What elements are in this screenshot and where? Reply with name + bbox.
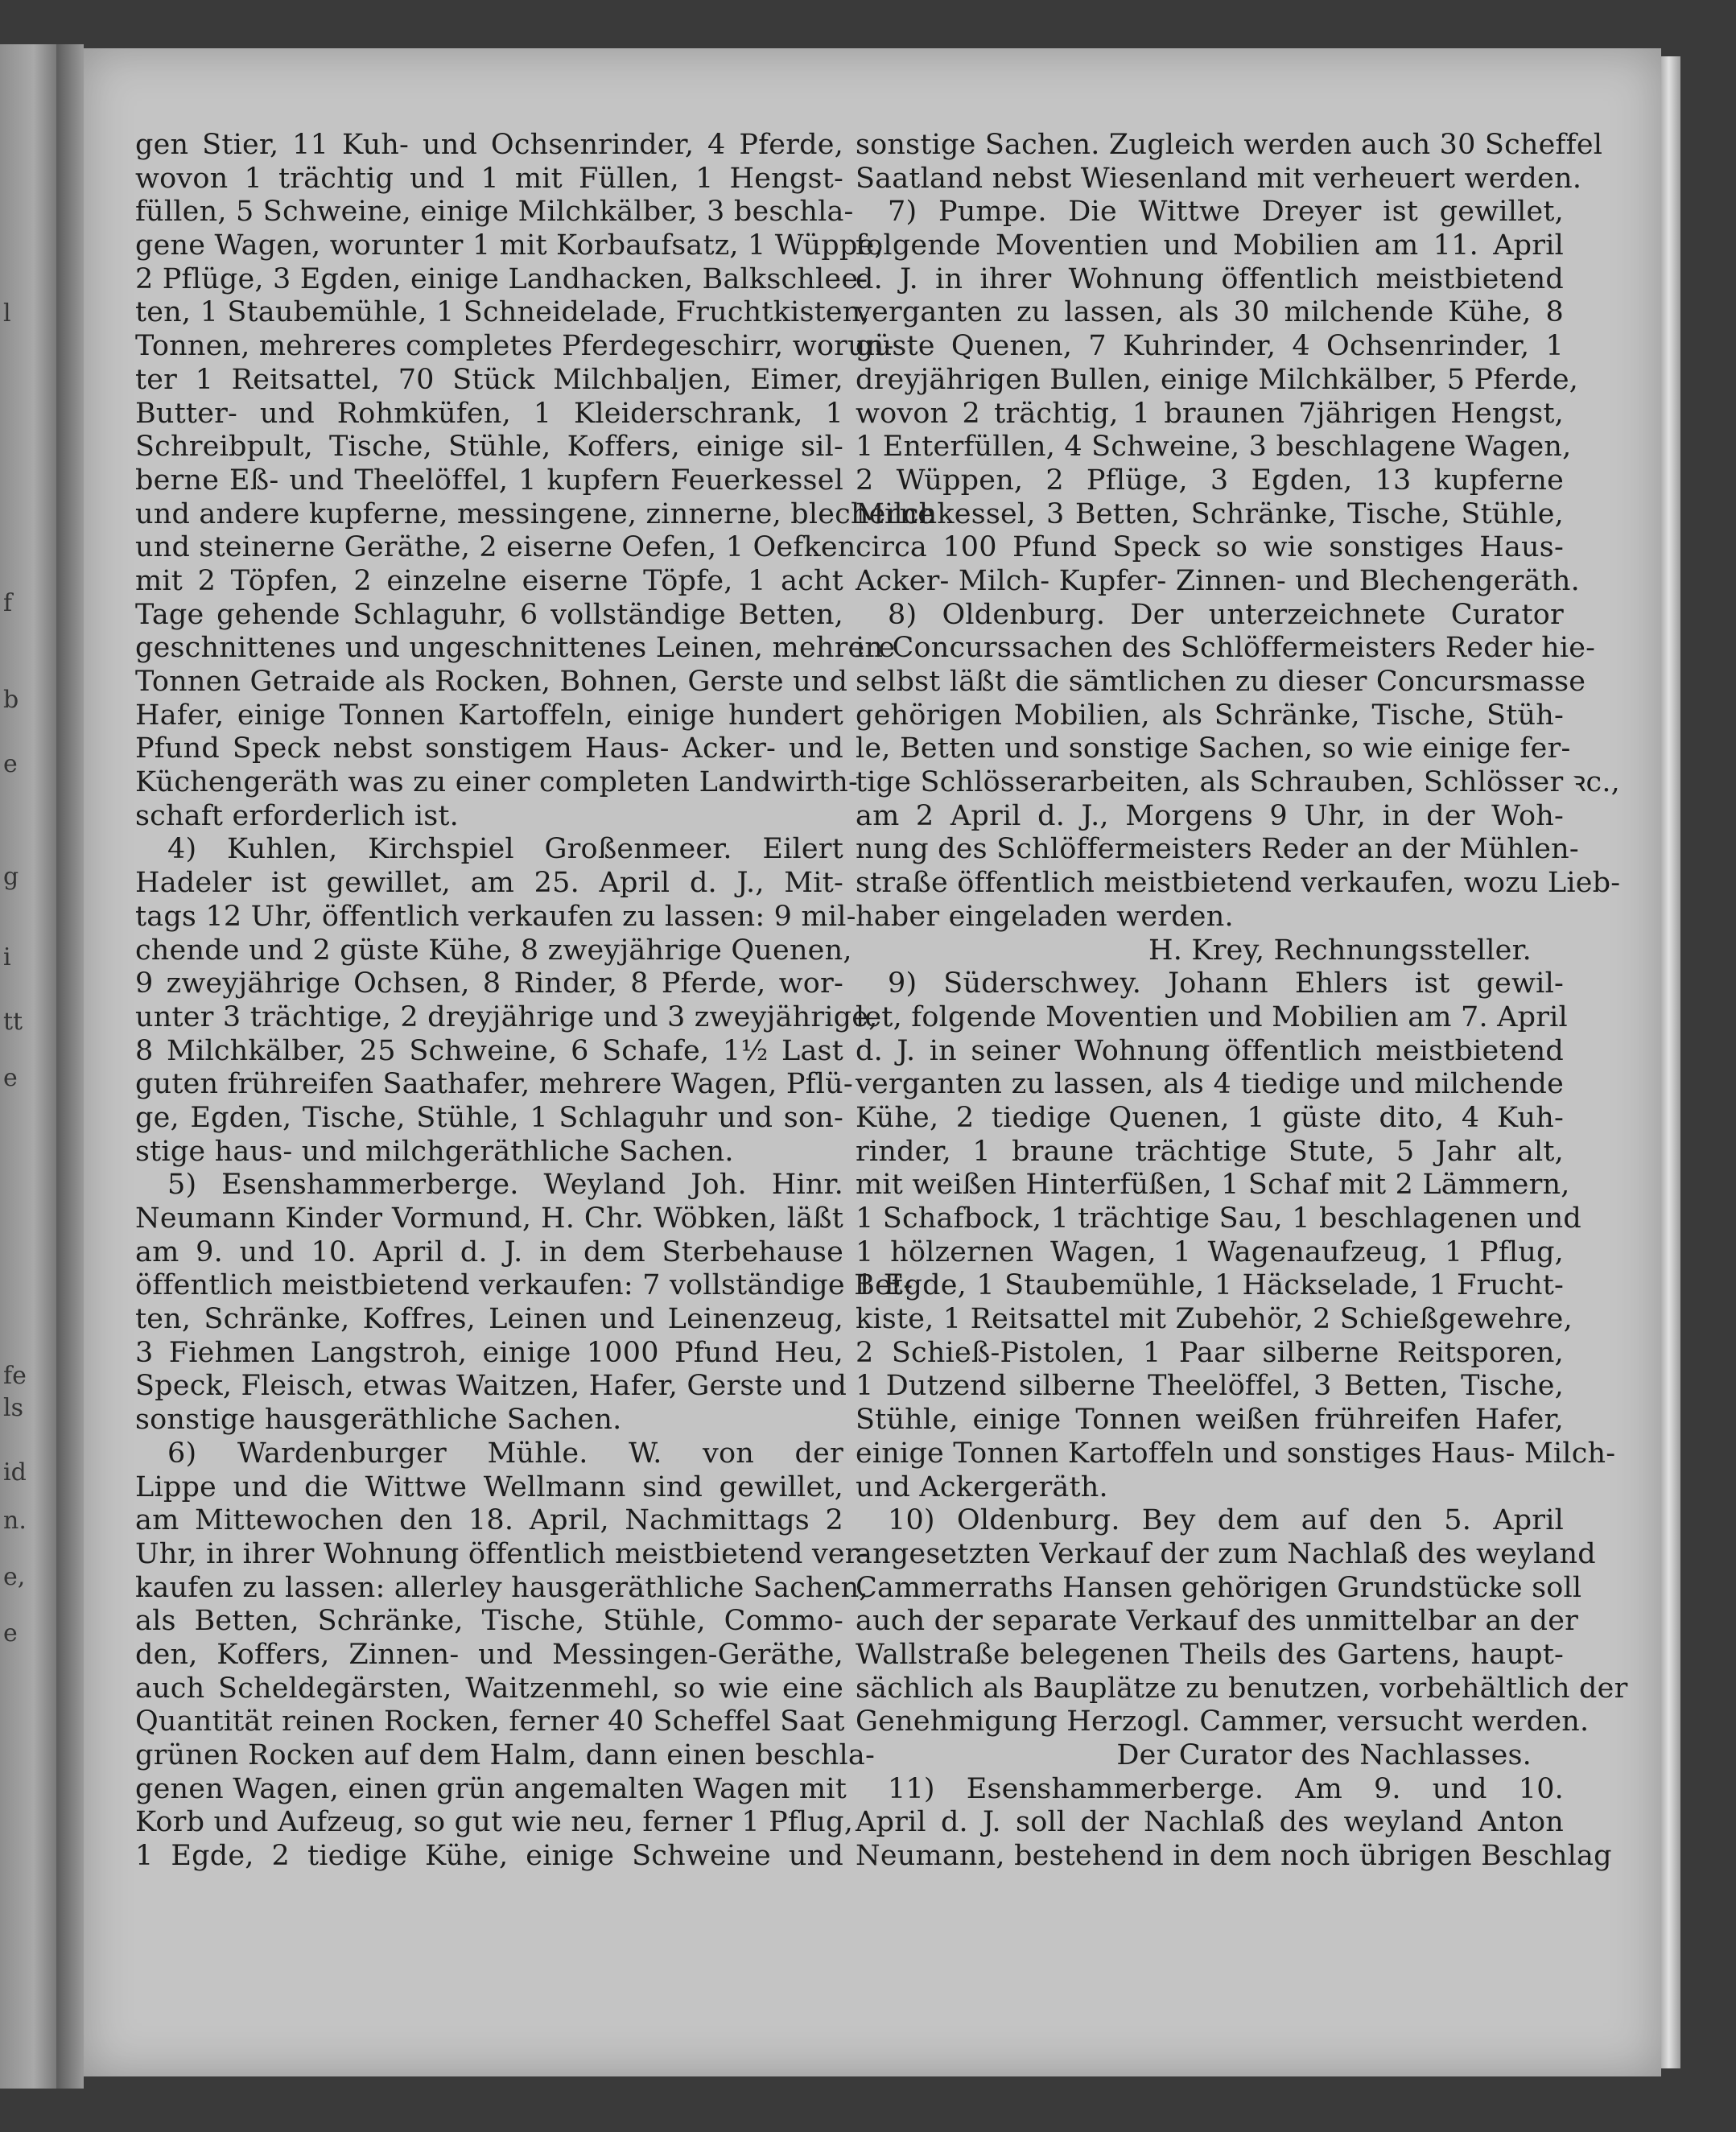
text-line: Hafer, einige Tonnen Kartoffeln, einige hundert <box>135 699 843 732</box>
text-line: Wallstraße belegenen Theils des Gartens, haupt- <box>856 1638 1564 1671</box>
previous-page-edge <box>0 44 56 2089</box>
text-line: sächlich als Bauplätze zu benutzen, vorbehältlich der <box>856 1672 1628 1705</box>
text-line: 2 Wüppen, 2 Pflüge, 3 Egden, 13 kupferne <box>856 464 1564 497</box>
text-line: wovon 1 trächtig und 1 mit Füllen, 1 Hengst- <box>135 162 843 195</box>
text-line: stige haus- und milchgeräthliche Sachen. <box>135 1135 734 1168</box>
text-line: Acker- Milch- Kupfer- Zinnen- und Blechengeräth. <box>856 564 1580 597</box>
text-line: Kühe, 2 tiedige Quenen, 1 güste dito, 4 Kuh- <box>856 1101 1564 1134</box>
text-line: circa 100 Pfund Speck so wie sonstiges Haus- <box>856 531 1564 564</box>
facing-page-text-fragment: e <box>3 750 18 778</box>
text-line: 3 Fiehmen Langstroh, einige 1000 Pfund Heu, <box>135 1336 843 1369</box>
text-line: tags 12 Uhr, öffentlich verkaufen zu lassen: 9 mil- <box>135 900 856 933</box>
facing-page-text-fragment: l <box>3 299 11 328</box>
book-gutter <box>56 44 84 2089</box>
text-line: verganten zu lassen, als 4 tiedige und milchende <box>856 1068 1564 1101</box>
text-line: gene Wagen, worunter 1 mit Korbaufsatz, 1 Wüppe, <box>135 229 884 262</box>
facing-page-text-fragment: id <box>3 1458 27 1487</box>
text-line: angesetzten Verkauf der zum Nachlaß des weyland <box>856 1537 1596 1570</box>
text-line: folgende Moventien und Mobilien am 11. April <box>856 229 1564 262</box>
facing-page-text-fragment: ls <box>3 1394 23 1422</box>
text-line: auch Scheldegärsten, Waitzenmehl, so wie eine <box>135 1672 843 1705</box>
text-line: wovon 2 trächtig, 1 braunen 7jährigen Hengst, <box>856 397 1564 430</box>
text-line: rinder, 1 braune trächtige Stute, 5 Jahr alt, <box>856 1135 1564 1168</box>
text-line: 11) Esenshammerberge. Am 9. und 10. <box>888 1772 1564 1805</box>
text-line: 9) Süderschwey. Johann Ehlers ist gewil- <box>888 967 1564 1000</box>
text-line: Schreibpult, Tische, Stühle, Koffers, einige sil- <box>135 431 843 464</box>
text-line: sonstige Sachen. Zugleich werden auch 30 Scheffel <box>856 129 1603 161</box>
text-line: grünen Rocken auf dem Halm, dann einen beschla- <box>135 1739 875 1771</box>
text-line: mit weißen Hinterfüßen, 1 Schaf mit 2 Lämmern, <box>856 1169 1570 1202</box>
text-line: 2 Pflüge, 3 Egden, einige Landhacken, Balkschlee- <box>135 262 868 295</box>
text-line: in Concurssachen des Schlöffermeisters Reder hie- <box>856 632 1596 665</box>
text-line: Lippe und die Wittwe Wellmann sind gewillet, <box>135 1470 843 1503</box>
text-line: ten, 1 Staubemühle, 1 Schneidelade, Fruchtkisten, <box>135 296 870 329</box>
text-line: Butter- und Rohmküfen, 1 Kleiderschrank, 1 <box>135 397 843 430</box>
text-line: let, folgende Moventien und Mobilien am 7. April <box>856 1000 1568 1033</box>
facing-page-text-fragment: e, <box>3 1563 26 1591</box>
text-line: Hadeler ist gewillet, am 25. April d. J., Mit- <box>135 867 843 900</box>
text-line: d. J. in ihrer Wohnung öffentlich meistbietend <box>856 262 1564 295</box>
text-line: Genehmigung Herzogl. Cammer, versucht werden. <box>856 1705 1590 1738</box>
text-line: 1 Dutzend silberne Theelöffel, 3 Betten, Tische, <box>856 1370 1564 1403</box>
text-line: 8 Milchkälber, 25 Schweine, 6 Schafe, 1½ Last <box>135 1034 843 1067</box>
text-line: Saatland nebst Wiesenland mit verheuert werden. <box>856 162 1582 195</box>
text-line: Milchkessel, 3 Betten, Schränke, Tische, Stühle, <box>856 497 1564 530</box>
text-line: Tage gehende Schlaguhr, 6 vollständige Betten, <box>135 598 843 631</box>
text-line: le, Betten und sonstige Sachen, so wie einige fer- <box>856 732 1571 765</box>
text-line: April d. J. soll der Nachlaß des weyland Anton <box>856 1806 1564 1839</box>
facing-page-text-fragment: e <box>3 1064 18 1092</box>
text-line: Cammerraths Hansen gehörigen Grundstücke soll <box>856 1571 1582 1604</box>
left-text-column <box>135 129 935 1874</box>
text-line: 1 Schafbock, 1 trächtige Sau, 1 beschlagenen und <box>856 1202 1582 1235</box>
text-line: ten, Schränke, Koffres, Leinen und Leinenzeug, <box>135 1303 843 1336</box>
text-line: güste Quenen, 7 Kuhrinder, 4 Ochsenrinder, 1 <box>856 330 1564 363</box>
text-line: und Ackergeräth. <box>856 1470 1108 1503</box>
text-line: auch der separate Verkauf des unmittelbar an der <box>856 1605 1579 1638</box>
text-line: gen Stier, 11 Kuh- und Ochsenrinder, 4 Pferde, <box>135 129 843 161</box>
text-line: guten frühreifen Saathafer, mehrere Wagen, Pflü- <box>135 1068 853 1101</box>
text-line: kaufen zu lassen: allerley hausgeräthliche Sachen, <box>135 1571 868 1604</box>
facing-page-text-fragment: g <box>3 863 19 891</box>
text-line: Der Curator des Nachlasses. <box>1116 1739 1532 1771</box>
text-line: einige Tonnen Kartoffeln und sonstiges Haus- Milch- <box>856 1437 1616 1470</box>
text-line: tige Schlösserarbeiten, als Schrauben, Schlösser ꝛc., <box>856 766 1620 799</box>
text-line: Korb und Aufzeug, so gut wie neu, ferner 1 Pflug, <box>135 1806 854 1839</box>
text-line: straße öffentlich meistbietend verkaufen, wozu Lieb- <box>856 867 1621 900</box>
text-line: und andere kupferne, messingene, zinnerne, blecherne <box>135 497 935 530</box>
facing-page-text-fragment: f <box>3 589 13 617</box>
text-line: 10) Oldenburg. Bey dem auf den 5. April <box>888 1504 1564 1537</box>
text-line: 5) Esenshammerberge. Weyland Joh. Hinr. <box>167 1169 843 1202</box>
text-line: 2 Schieß-Pistolen, 1 Paar silberne Reitsporen, <box>856 1336 1564 1369</box>
facing-page-text-fragment: tt <box>3 1008 23 1036</box>
text-line: Speck, Fleisch, etwas Waitzen, Hafer, Gerste und <box>135 1370 847 1403</box>
text-line: Stühle, einige Tonnen weißen frühreifen Hafer, <box>856 1404 1564 1437</box>
text-line: und steinerne Geräthe, 2 eiserne Oefen, 1 Oefken <box>135 531 856 564</box>
text-line: d. J. in seiner Wohnung öffentlich meistbietend <box>856 1034 1564 1067</box>
text-line: haber eingeladen werden. <box>856 900 1234 933</box>
text-line: Neumann, bestehend in dem noch übrigen Beschlag <box>856 1840 1612 1873</box>
text-line: Tonnen, mehreres completes Pferdegeschirr, worun- <box>135 330 894 363</box>
text-line: am 2 April d. J., Morgens 9 Uhr, in der Woh- <box>856 799 1564 832</box>
text-line: am Mittewochen den 18. April, Nachmittags 2 <box>135 1504 843 1537</box>
facing-page-text-fragment: fe <box>3 1362 27 1390</box>
text-line: gehörigen Mobilien, als Schränke, Tische, Stüh- <box>856 699 1564 732</box>
text-line: den, Koffers, Zinnen- und Messingen-Geräthe, <box>135 1638 843 1671</box>
text-line: Tonnen Getraide als Rocken, Bohnen, Gerste und <box>135 666 848 698</box>
facing-page-text-fragment: n. <box>3 1507 27 1535</box>
text-line: 8) Oldenburg. Der unterzeichnete Curator <box>888 598 1564 631</box>
text-line: füllen, 5 Schweine, einige Milchkälber, 3 beschla- <box>135 196 854 229</box>
text-line: 1 Egde, 2 tiedige Kühe, einige Schweine und <box>135 1840 843 1873</box>
text-line: am 9. und 10. April d. J. in dem Sterbehause <box>135 1235 843 1268</box>
text-line: geschnittenes und ungeschnittenes Leinen, mehrere <box>135 632 896 665</box>
text-line: dreyjährigen Bullen, einige Milchkälber, 5 Pferde, <box>856 363 1579 396</box>
text-line: öffentlich meistbietend verkaufen: 7 vollständige Bet- <box>135 1269 913 1302</box>
text-line: H. Krey, Rechnungssteller. <box>1148 934 1532 967</box>
text-line: 6) Wardenburger Mühle. W. von der <box>167 1437 843 1470</box>
text-line: chende und 2 güste Kühe, 8 zweyjährige Quenen, <box>135 934 852 967</box>
text-line: Quantität reinen Rocken, ferner 40 Scheffel Saat <box>135 1705 845 1738</box>
text-line: Uhr, in ihrer Wohnung öffentlich meistbietend ver- <box>135 1537 868 1570</box>
text-line: 7) Pumpe. Die Wittwe Dreyer ist gewillet, <box>888 196 1564 229</box>
text-line: 4) Kuhlen, Kirchspiel Großenmeer. Eilert <box>167 833 843 866</box>
facing-page-text-fragment: e <box>3 1619 18 1647</box>
right-text-column <box>856 129 1628 1874</box>
text-line: ge, Egden, Tische, Stühle, 1 Schlaguhr und son- <box>135 1101 843 1134</box>
text-line: sonstige hausgeräthliche Sachen. <box>135 1404 622 1437</box>
facing-page-text-fragment: b <box>3 686 19 714</box>
text-line: 1 Enterfüllen, 4 Schweine, 3 beschlagene Wagen, <box>856 431 1572 464</box>
text-line: 9 zweyjährige Ochsen, 8 Rinder, 8 Pferde, wor- <box>135 967 843 1000</box>
text-line: selbst läßt die sämtlichen zu dieser Concursmasse <box>856 666 1586 698</box>
page-block-edge <box>1661 56 1680 2068</box>
text-line: kiste, 1 Reitsattel mit Zubehör, 2 Schießgewehre, <box>856 1303 1573 1336</box>
text-line: 1 Egde, 1 Staubemühle, 1 Häckselade, 1 Frucht- <box>856 1269 1564 1302</box>
text-line: verganten zu lassen, als 30 milchende Kühe, 8 <box>856 296 1564 329</box>
text-line: genen Wagen, einen grün angemalten Wagen mit <box>135 1772 847 1805</box>
text-line: berne Eß- und Theelöffel, 1 kupfern Feuerkessel <box>135 464 843 497</box>
text-line: nung des Schlöffermeisters Reder an der Mühlen- <box>856 833 1579 866</box>
text-line: mit 2 Töpfen, 2 einzelne eiserne Töpfe, 1 acht <box>135 564 843 597</box>
facing-page-text-fragment: i <box>3 943 11 971</box>
text-line: ter 1 Reitsattel, 70 Stück Milchbaljen, Eimer, <box>135 363 843 396</box>
text-line: unter 3 trächtige, 2 dreyjährige und 3 zweyjährige, <box>135 1000 878 1033</box>
text-line: Neumann Kinder Vormund, H. Chr. Wöbken, läßt <box>135 1202 843 1235</box>
text-line: Pfund Speck nebst sonstigem Haus- Acker- und <box>135 732 843 765</box>
text-line: schaft erforderlich ist. <box>135 799 459 832</box>
text-line: Küchengeräth was zu einer completen Landwirth- <box>135 766 858 799</box>
text-line: als Betten, Schränke, Tische, Stühle, Commo- <box>135 1605 843 1638</box>
text-line: 1 hölzernen Wagen, 1 Wagenaufzeug, 1 Pflug, <box>856 1235 1564 1268</box>
